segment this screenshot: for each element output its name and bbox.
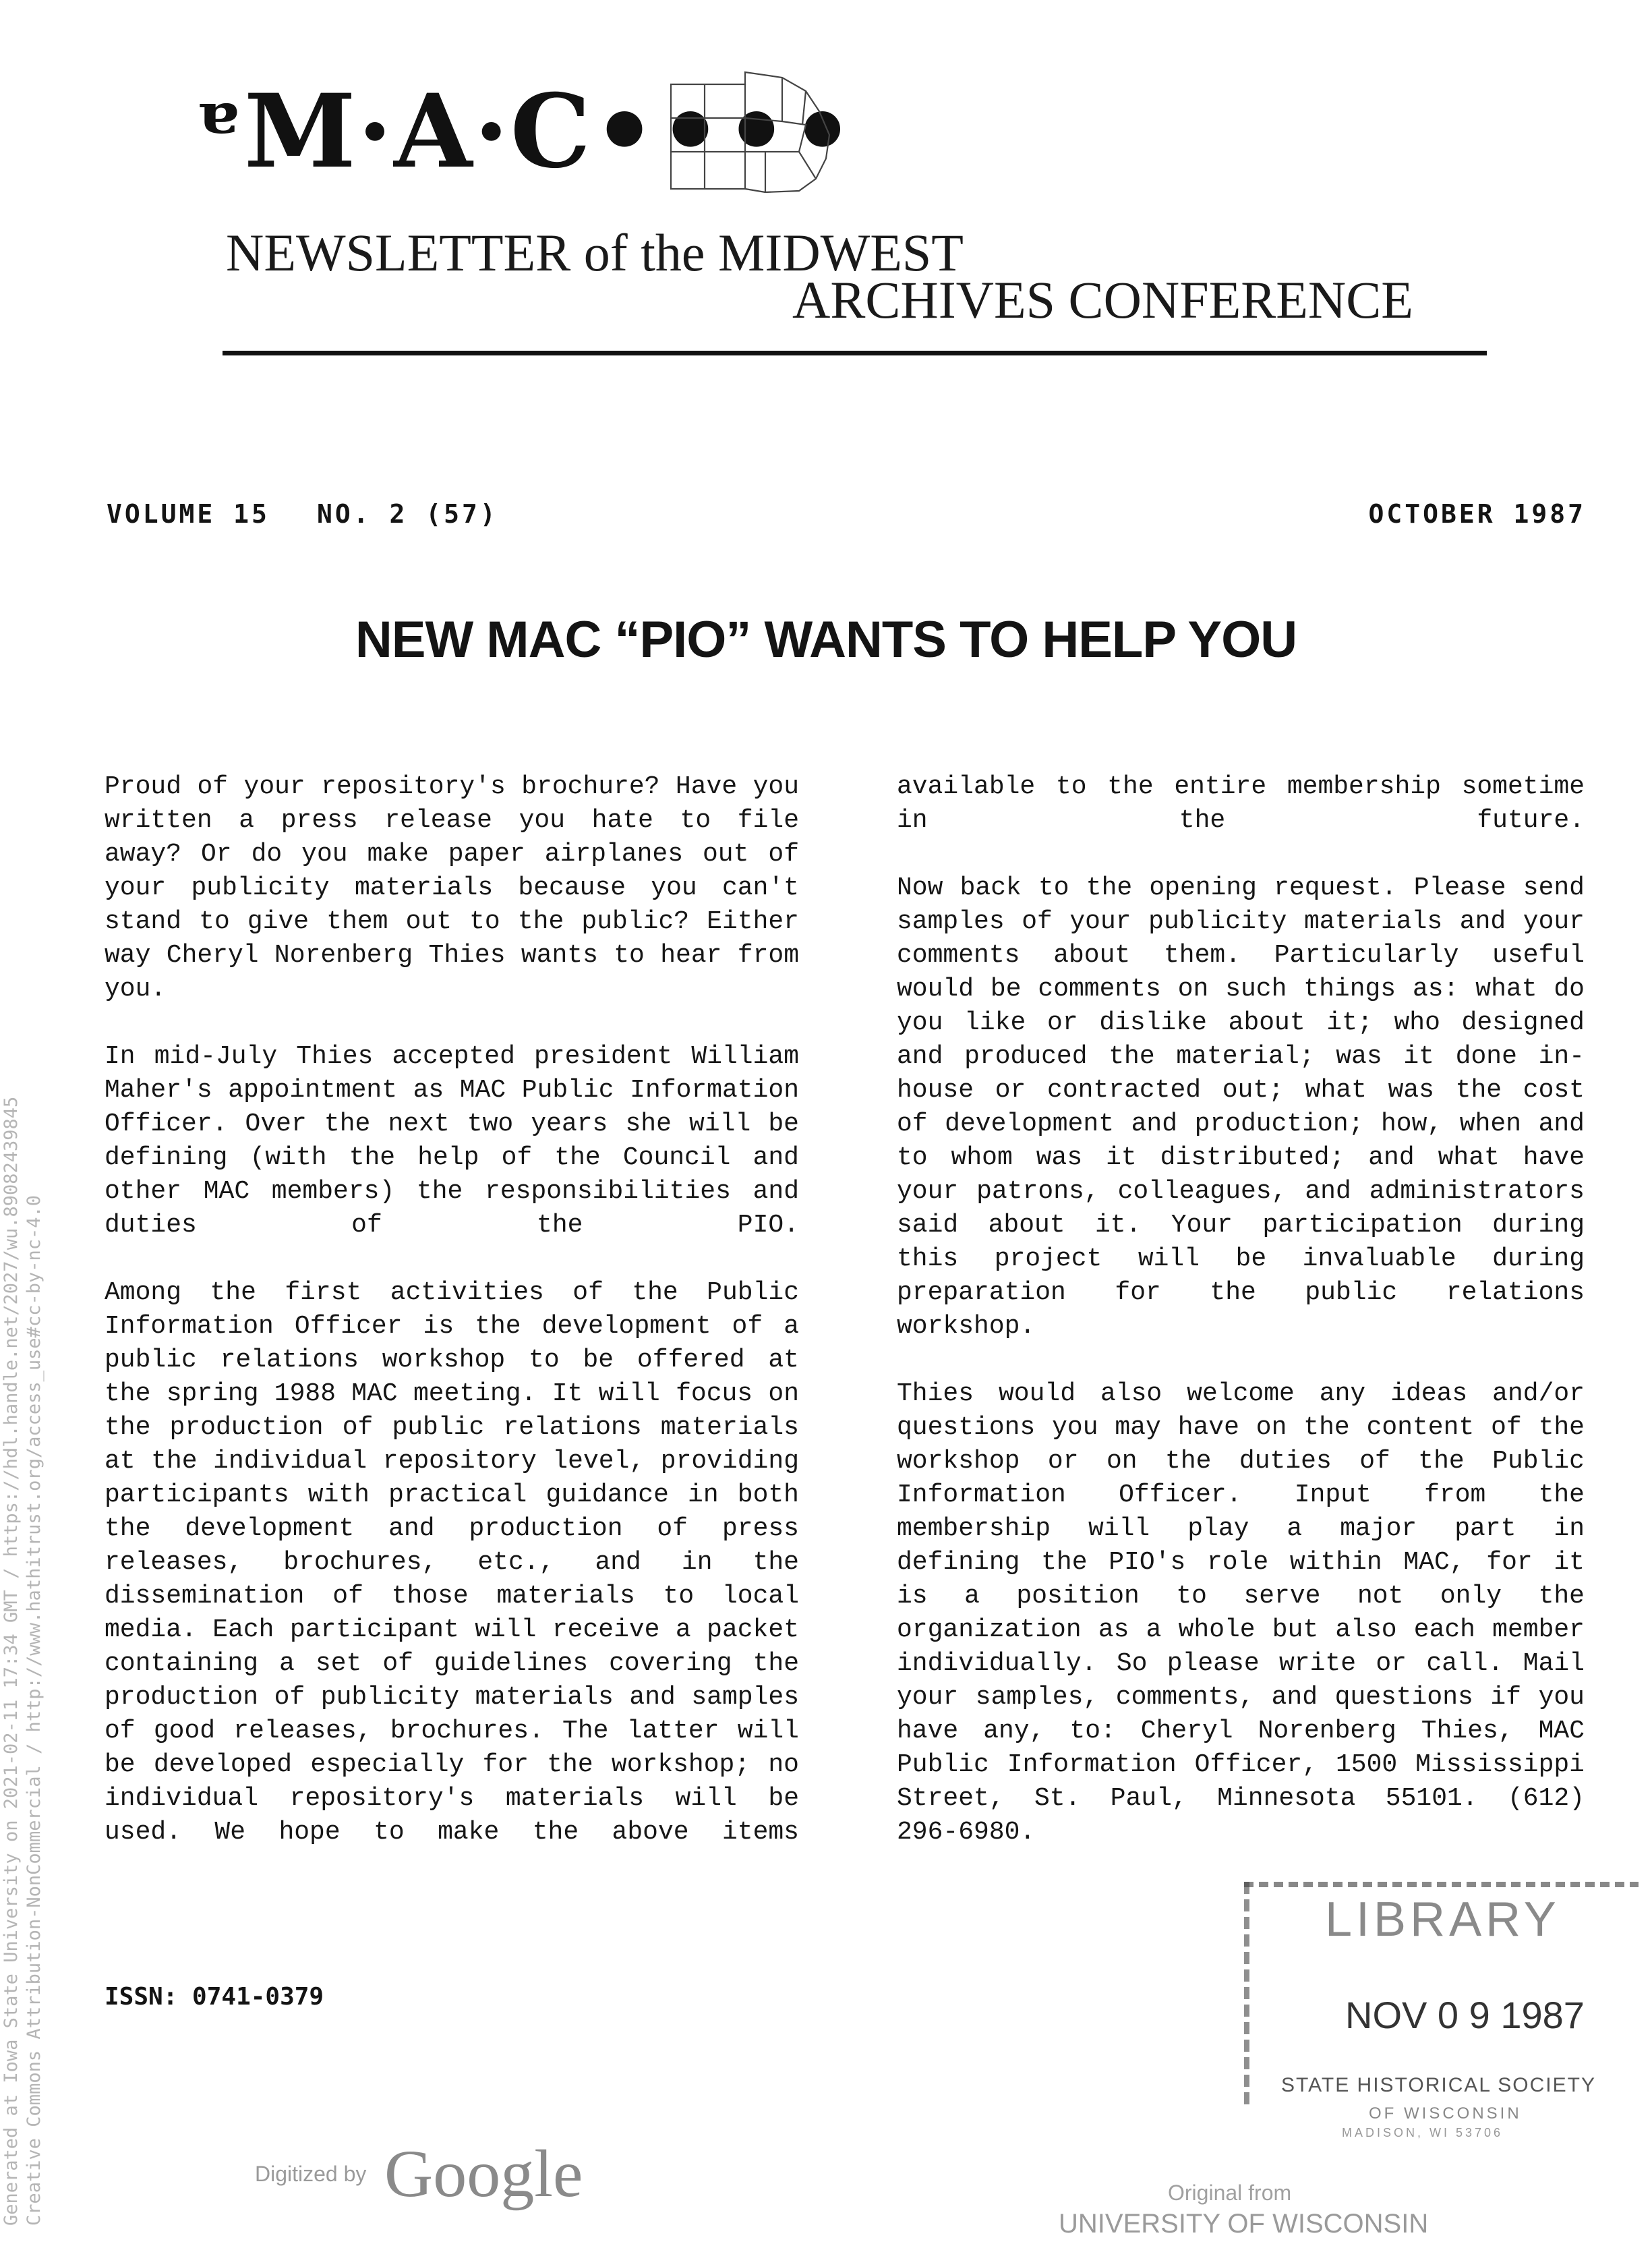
digitized-by-label: Digitized by — [255, 2162, 367, 2186]
stamp-border-left — [1244, 1882, 1249, 2104]
issn-number: ISSN: 0741-0379 — [105, 1983, 324, 2011]
issue-date: OCTOBER 1987 — [1368, 499, 1586, 529]
left-paragraph-3: Among the first activities of the Public Information Officer is the development of a public relations workshop to be offered at the spring 1988 MAC meeting. It will focus on the production of public relations materials at the individual repository level, providing participants with practical guidance in both the development and production of press releases, brochures, etc., and in the dissemination of those materials to local media. Each participant will receive a packet containing a set of guidelines covering the production of publicity materials and samples of good releases, brochures. The latter will be developed especially for the workshop; no individual repository's materials will be used. We hope to make the above items — [105, 1278, 799, 1847]
stamp-library-text: LIBRARY — [1325, 1893, 1560, 1947]
stamp-border-top — [1244, 1882, 1639, 1887]
masthead-rule — [223, 351, 1487, 355]
watermark-line-2: Creative Commons Attribution-NonCommercial / http://www.hathitrust.org/access_use#cc-by-nc-4.0 — [24, 1194, 45, 2226]
stamp-city: MADISON, WI 53706 — [1342, 2126, 1504, 2139]
watermark-line-1: Generated at Iowa State University on 2021-02-11 17:34 GMT / https://hdl.handle.net/2027/wu.89082439845 — [1, 1096, 22, 2226]
right-paragraph-1: available to the entire membership sometime in the future. — [897, 772, 1585, 835]
university-label: UNIVERSITY OF WISCONSIN — [1059, 2209, 1429, 2239]
midwest-map-icon — [664, 64, 843, 196]
left-paragraph-2: In mid-July Thies accepted president William Maher's appointment as MAC Public Information Officer. Over the next two years she will be defining (with the help of the Council and other MAC members) the responsibilities and duties of the PIO. — [105, 1042, 799, 1240]
original-from-label: Original from — [1168, 2181, 1292, 2205]
volume-label: VOLUME 15 — [107, 499, 270, 529]
issue-number: NO. 2 (57) — [317, 499, 498, 529]
side-watermark — [0, 1097, 46, 2226]
right-column — [897, 770, 1585, 1883]
left-paragraph-1: Proud of your repository's brochure? Have you written a press release you hate to file away? Or do you make paper airplanes out of your publicity materials because you can't stand to give them out to the public? Either way Cheryl Norenberg Thies wants to hear from you. — [105, 772, 799, 1004]
left-column — [105, 770, 799, 1883]
newsletter-title-line2: ARCHIVES CONFERENCE — [792, 270, 1413, 329]
right-paragraph-3: Thies would also welcome any ideas and/or questions you may have on the content of the workshop or on the duties of the Public Information Officer. Input from the membership will play a major part in defining the PIO's role within MAC, for it is a position to serve not only the organization as a whole but also each member individually. So please write or call. Mail your samples, comments, and questions if you have any, to: Cheryl Norenberg Thies, MAC Public Information Officer, 1500 Mississippi Street, St. Paul, Minnesota 55101. (612) 296-6980. — [897, 1379, 1585, 1847]
stamp-state: OF WISCONSIN — [1369, 2104, 1522, 2123]
stamp-date: NOV 0 9 1987 — [1345, 1994, 1585, 2036]
article-headline: NEW MAC “PIO” WANTS TO HELP YOU — [355, 611, 1297, 668]
stamp-society: STATE HISTORICAL SOCIETY — [1281, 2074, 1596, 2096]
logo-text: ᵄM·A·C•••• — [196, 72, 856, 191]
google-logo: Google — [384, 2136, 583, 2211]
newsletter-title-line1: NEWSLETTER of the MIDWEST — [226, 223, 964, 282]
right-paragraph-2: Now back to the opening request. Please send samples of your publicity materials and your comments about them. Particularly useful would be comments on such things as: what do you like or dislike about it; who designed and produced the material; was it done in-house or contracted out; what was the cost of development and production; how, when and to whom was it distributed; and what have your patrons, colleagues, and administrators said about it. Your participation during this project will be invaluable during preparation for the public relations workshop. — [897, 873, 1585, 1341]
